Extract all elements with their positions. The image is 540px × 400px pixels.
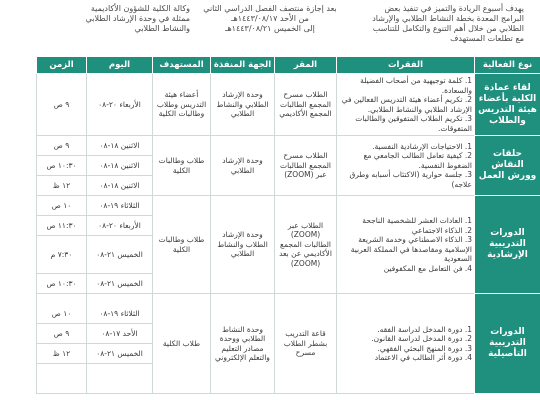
event-type-cell: حلقات النقاش وورش العمل [475,136,540,196]
day-entry: الخميس ٢١-٠٨ [96,279,143,288]
item: 3. تكريم الطلاب المتفوقين والطالبات المتفوقات. [355,114,472,133]
venue-cell: الطلاب مسرح المجمع الطالبات المجمع الأكاديمي [275,74,337,136]
event-type-cell: الدورات التدريبية التأصيلية [475,294,540,394]
header-items: الفقرات [337,57,475,74]
table-row [37,196,540,294]
target-cell: طلاب وطالبات الكلية [153,136,211,196]
intro-line: يهدف أسبوع الريادة والتميز في تنفيذ بعض [384,4,524,13]
intro-right [354,4,524,44]
table-row [37,74,540,136]
venue-cell: قاعة التدريب بشطر الطلاب مسرح [275,294,337,394]
venue-cell: الطلاب مسرح المجمع الطالبات عبر (ZOOM) [275,136,337,196]
day-entry: الأربعاء ٢٠-٠٨ [87,216,152,236]
target-cell: طلاب الكلية [153,294,211,394]
time-entry: ١٠ ص [37,304,86,324]
header-day: اليوم [87,57,153,74]
time-entry: ٧:٣٠ م [37,236,86,274]
day-entry [87,364,152,383]
time-cell [37,136,87,196]
intro-line: من الأحد ١٤٤٣/٠٨/١٧هـ [231,14,309,23]
day-entry: الخميس ٢١-٠٨ [87,344,152,364]
time-entry: ١٠ ص [37,196,86,216]
intro-left [40,4,190,34]
intro-line: مع تطلعات المستهدف [450,34,524,43]
intro-center [190,4,350,34]
time-cell: ٩ ص [37,74,87,136]
intro-header [0,0,540,56]
time-entry: ١٠:٣٠ ص [46,279,77,288]
header-time: الزمن [37,57,87,74]
executor-cell: وحدة الإرشاد الطلابي [211,136,275,196]
item: 4. فن التعامل مع المكفوفين [383,263,472,273]
day-entry: الاثنين ١٨-٠٨ [87,136,152,156]
header-executor: الجهة المنفذة [211,57,275,74]
items-cell [337,294,475,394]
day-cell [87,294,153,394]
executor-cell: وحدة النشاط الطلابي ووحدة مصادر التعليم والتعلم الإلكتروني [211,294,275,394]
target-cell: أعضاء هيئة التدريس وطلاب وطالبات الكلية [153,74,211,136]
time-cell [37,196,87,294]
time-entry: ٩ ص [37,136,86,156]
item: 2. كيفية تعامل الطالب الجامعي مع الضغوط النفسية. [363,151,472,170]
day-entry: الخميس ٢١-٠٨ [87,236,152,274]
schedule-table [36,56,540,394]
event-type-cell: لقاء عمادة الكلية بأعضاء هيئة التدريس والطلاب [475,74,540,136]
intro-line: ممثلة في وحدة الإرشاد الطلابي [85,14,190,23]
venue-cell: الطلاب عبر (ZOOM) الطالبات المجمع الأكاديمي عن بعد (ZOOM) [275,196,337,294]
intro-line: بعد إجازة منتصف الفصل الدراسي الثاني [203,4,337,13]
header-event-type: نوع الفعالية [475,57,540,74]
time-entry: ١٢ ظ [52,181,71,190]
day-cell [87,136,153,196]
item: 3. دورة المنهج البحثي الفقهي. [377,343,472,353]
time-entry: ١٠:٣٠ ص [37,156,86,176]
item: 2. تكريم أعضاء هيئة التدريس الفعالين في الإرشاد الطلابي والنشاط الطلابي. [341,95,472,114]
item: 2. دورة المدخل لدراسة القانون. [371,334,472,343]
item: 2. الذكاء الاجتماعي [411,225,472,235]
intro-line: الطلابي من خلال أهم التنوع والتكامل للتناسب [372,24,524,33]
day-entry: الاثنين ١٨-٠٨ [87,156,152,176]
intro-line: والنشاط الطلابي [134,24,190,33]
target-cell: طلاب وطالبات الكلية [153,196,211,294]
intro-line: وكالة الكلية للشؤون الأكاديمية [90,4,190,13]
event-type-cell: الدورات التدريبية الإرشادية [475,196,540,294]
items-cell [337,136,475,196]
table-row [37,294,540,394]
executor-cell: وحدة الإرشاد الطلابي والنشاط الطلابي [211,74,275,136]
day-cell [87,196,153,294]
day-entry: الثلاثاء ١٩-٠٨ [87,304,152,324]
item: 1. الاحتياجات الإرشادية النفسية. [372,141,472,151]
time-entry: ١١:٣٠ ص [37,216,86,236]
time-entry: ٩ ص [37,324,86,344]
day-entry: الأحد ١٧-٠٨ [87,324,152,344]
header-target: المستهدف [153,57,211,74]
day-entry: الاثنين ١٨-٠٨ [99,181,140,190]
time-entry [37,364,86,383]
item: 1. كلمة توجيهية من أصحاب الفضيلة والسعادة. [360,76,472,95]
table-row [37,136,540,196]
item: 1. دورة المدخل لدراسة الفقه. [377,324,472,334]
item: 4. دورة أثر الطالب في الاعتماد [374,353,472,362]
table-header-row [37,57,540,74]
time-cell [37,294,87,394]
items-cell [337,74,475,136]
day-cell: الأربعاء ٢٠-٠٨ [87,74,153,136]
day-entry: الثلاثاء ١٩-٠٨ [87,196,152,216]
intro-line: إلى الخميس ١٤٤٣/٠٨/٢١هـ [225,24,315,33]
item: 3. جلسة حوارية (الاكتئاب أسبابه وطرق علاجه) [349,170,472,189]
item: 1. العادات العشر للشخصية الناجحة [362,216,472,225]
items-cell [337,196,475,294]
intro-line: البرامج المعدة بخطة النشاط الطلابي والإرشاد [372,14,524,23]
item: 3. الذكاء الاصطناعي وخدمة الشريعة الإسلامية ومقاصدها في المملكة العربية السعودية [350,235,472,263]
time-entry: ١٢ ظ [37,344,86,364]
header-venue: المقر [275,57,337,74]
executor-cell: وحدة الإرشاد الطلاب والنشاط الطلابي [211,196,275,294]
